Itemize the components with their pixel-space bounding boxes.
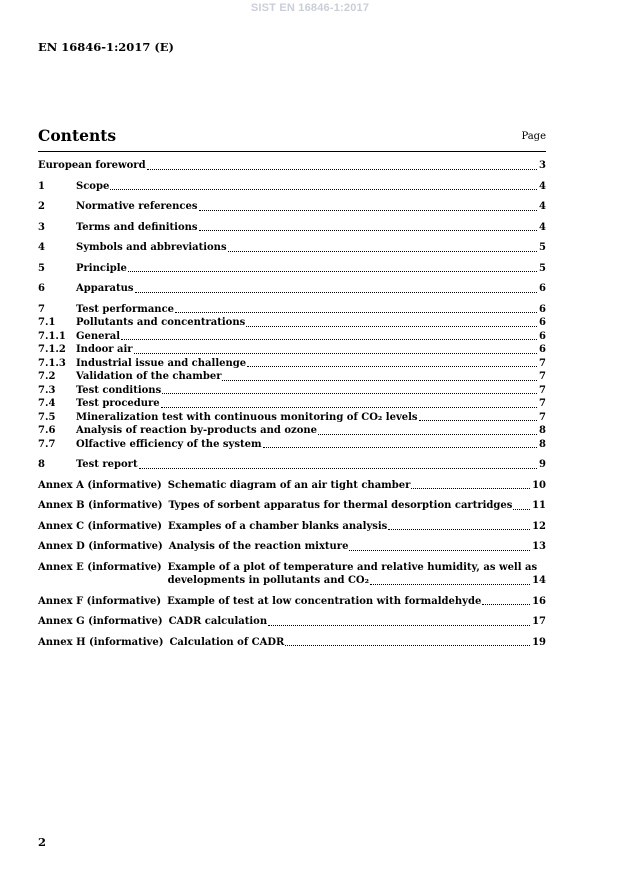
toc-page: 9	[539, 459, 546, 470]
toc-annex-entry[interactable]	[38, 479, 546, 493]
dot-leader	[268, 625, 530, 626]
dot-leader	[222, 380, 537, 381]
dot-leader	[128, 271, 537, 272]
toc-number: 3	[38, 221, 45, 233]
toc-page: 8	[539, 425, 546, 436]
toc-annex-entry[interactable]	[38, 499, 546, 513]
toc-title: Apparatus	[76, 283, 134, 294]
toc-title: Normative references	[76, 201, 198, 212]
toc-entry[interactable]	[38, 282, 546, 296]
toc-title: Test report	[76, 459, 138, 470]
dot-leader	[318, 434, 537, 435]
dot-leader	[513, 509, 530, 510]
toc-entry[interactable]	[38, 370, 546, 384]
toc-number: 7.1.1	[38, 330, 66, 342]
dot-leader	[199, 210, 538, 211]
dot-leader	[175, 312, 537, 313]
toc-page: 7	[539, 411, 546, 423]
annex-number: Annex E (informative)	[38, 561, 162, 573]
toc-page: 7	[539, 384, 546, 396]
toc-number: 8	[38, 459, 45, 470]
dot-leader	[162, 393, 537, 394]
annex-page: 12	[532, 520, 546, 532]
toc-title: Test procedure	[76, 398, 160, 409]
annex-number: Annex C (informative)	[38, 520, 162, 532]
toc-number: 5	[38, 262, 45, 274]
toc-number: 4	[38, 242, 45, 253]
toc-number: 7.2	[38, 371, 56, 382]
toc-entry[interactable]	[38, 200, 546, 214]
toc-annex-entry[interactable]	[38, 595, 546, 609]
toc-annex-entry[interactable]	[38, 561, 546, 588]
dot-leader	[349, 550, 530, 551]
toc-annex-entry[interactable]	[38, 540, 546, 554]
annex-page: 10	[532, 479, 546, 491]
table-of-contents	[38, 159, 546, 649]
toc-title: Mineralization test with continuous monitoring of CO₂ levels	[76, 411, 418, 423]
dot-leader	[419, 420, 537, 421]
dot-leader	[247, 366, 537, 367]
annex-number: Annex A (informative)	[38, 479, 162, 491]
toc-entry[interactable]	[38, 397, 546, 411]
toc-page: 4	[539, 201, 546, 212]
toc-page: 5	[539, 242, 546, 253]
toc-title: Industrial issue and challenge	[76, 357, 247, 369]
toc-entry[interactable]	[38, 316, 546, 330]
annex-title: Example of a plot of temperature and relative humidity, as well as	[167, 561, 538, 573]
toc-page: 4	[539, 221, 546, 233]
annex-title-continued: developments in pollutants and CO₂	[167, 575, 370, 586]
toc-page: 5	[539, 262, 546, 274]
toc-entry[interactable]	[38, 159, 546, 173]
annex-number: Annex G (informative)	[38, 616, 163, 627]
dot-leader	[285, 645, 530, 646]
dot-leader	[139, 468, 537, 469]
page-column-label: Page	[521, 131, 546, 142]
toc-page: 7	[539, 371, 546, 382]
annex-title: Schematic diagram of an air tight chamber	[167, 479, 411, 491]
document-id: EN 16846-1:2017 (E)	[38, 40, 174, 54]
toc-entry[interactable]	[38, 424, 546, 438]
toc-number: 7.1	[38, 317, 56, 328]
toc-number: 2	[38, 201, 45, 212]
toc-entry[interactable]	[38, 330, 546, 344]
annex-page: 14	[532, 575, 546, 586]
toc-number: 7.4	[38, 398, 56, 409]
toc-entry[interactable]	[38, 343, 546, 357]
toc-page: 7	[539, 398, 546, 409]
annex-title: Examples of a chamber blanks analysis	[167, 520, 388, 532]
watermark: SIST EN 16846-1:2017	[250, 2, 370, 14]
toc-page: 6	[539, 283, 546, 294]
toc-annex-entry[interactable]	[38, 615, 546, 629]
toc-number: 7.3	[38, 384, 56, 396]
toc-title: Pollutants and concentrations	[76, 317, 246, 328]
toc-number: 7.7	[38, 438, 56, 450]
toc-entry[interactable]	[38, 438, 546, 452]
annex-title: Example of test at low concentration with formaldehyde	[167, 595, 482, 607]
toc-entry[interactable]	[38, 262, 546, 276]
toc-title: Olfactive efficiency of the system	[76, 438, 262, 450]
page-number: 2	[38, 835, 47, 849]
toc-entry[interactable]	[38, 411, 546, 425]
toc-page: 7	[539, 357, 546, 369]
dot-leader	[135, 292, 538, 293]
toc-number: 7.6	[38, 425, 56, 436]
dot-leader	[411, 488, 530, 489]
toc-number: 7.1.2	[38, 344, 66, 355]
annex-title: Analysis of the reaction mixture	[168, 541, 349, 552]
annex-page: 13	[532, 541, 546, 552]
toc-page: 6	[539, 303, 546, 315]
annex-page: 16	[532, 595, 546, 607]
toc-number: 7	[38, 303, 45, 315]
annex-number: Annex H (informative)	[38, 636, 164, 648]
toc-entry[interactable]	[38, 180, 546, 194]
dot-leader	[110, 189, 537, 190]
toc-entry[interactable]	[38, 221, 546, 235]
annex-page: 19	[532, 636, 546, 648]
dot-leader	[121, 339, 537, 340]
toc-entry[interactable]	[38, 241, 546, 255]
toc-entry[interactable]	[38, 303, 546, 317]
toc-entry[interactable]	[38, 384, 546, 398]
toc-number: 7.1.3	[38, 357, 66, 369]
annex-page: 17	[532, 616, 546, 627]
toc-title: General	[76, 330, 121, 342]
toc-page: 6	[539, 344, 546, 355]
annex-title: CADR calculation	[168, 616, 268, 627]
toc-title: Test conditions	[76, 384, 162, 396]
dot-leader	[228, 251, 537, 252]
dot-leader	[370, 584, 530, 585]
annex-number: Annex F (informative)	[38, 595, 162, 607]
toc-title: European foreword	[38, 160, 146, 171]
dot-leader	[134, 353, 537, 354]
toc-title: Terms and definitions	[76, 221, 198, 233]
dot-leader	[246, 326, 537, 327]
toc-page: 3	[539, 160, 546, 171]
toc-title: Principle	[76, 262, 127, 274]
annex-page: 11	[532, 500, 546, 511]
toc-annex-entry[interactable]	[38, 520, 546, 534]
annex-number: Annex B (informative)	[38, 500, 163, 511]
dot-leader	[147, 169, 537, 170]
toc-annex-entry[interactable]	[38, 636, 546, 650]
toc-title: Analysis of reaction by-products and ozone	[76, 425, 317, 436]
contents-title: Contents	[38, 126, 117, 145]
toc-page: 6	[539, 330, 546, 342]
annex-title: Calculation of CADR	[169, 636, 285, 648]
toc-entry[interactable]	[38, 458, 546, 472]
toc-title: Validation of the chamber	[76, 371, 222, 382]
toc-number: 6	[38, 283, 45, 294]
annex-number: Annex D (informative)	[38, 541, 163, 552]
toc-title: Symbols and abbreviations	[76, 242, 227, 253]
toc-title: Indoor air	[76, 344, 133, 355]
toc-title: Scope	[76, 180, 110, 192]
contents-rule	[38, 151, 546, 152]
dot-leader	[199, 230, 538, 231]
annex-title: Types of sorbent apparatus for thermal desorption cartridges	[168, 500, 513, 511]
toc-number: 7.5	[38, 411, 56, 423]
dot-leader	[388, 529, 530, 530]
toc-title: Test performance	[76, 303, 175, 315]
dot-leader	[263, 447, 537, 448]
dot-leader	[161, 407, 537, 408]
toc-page: 8	[539, 438, 546, 450]
toc-page: 4	[539, 180, 546, 192]
toc-number: 1	[38, 180, 45, 192]
dot-leader	[482, 604, 530, 605]
toc-page: 6	[539, 317, 546, 328]
toc-entry[interactable]	[38, 357, 546, 371]
